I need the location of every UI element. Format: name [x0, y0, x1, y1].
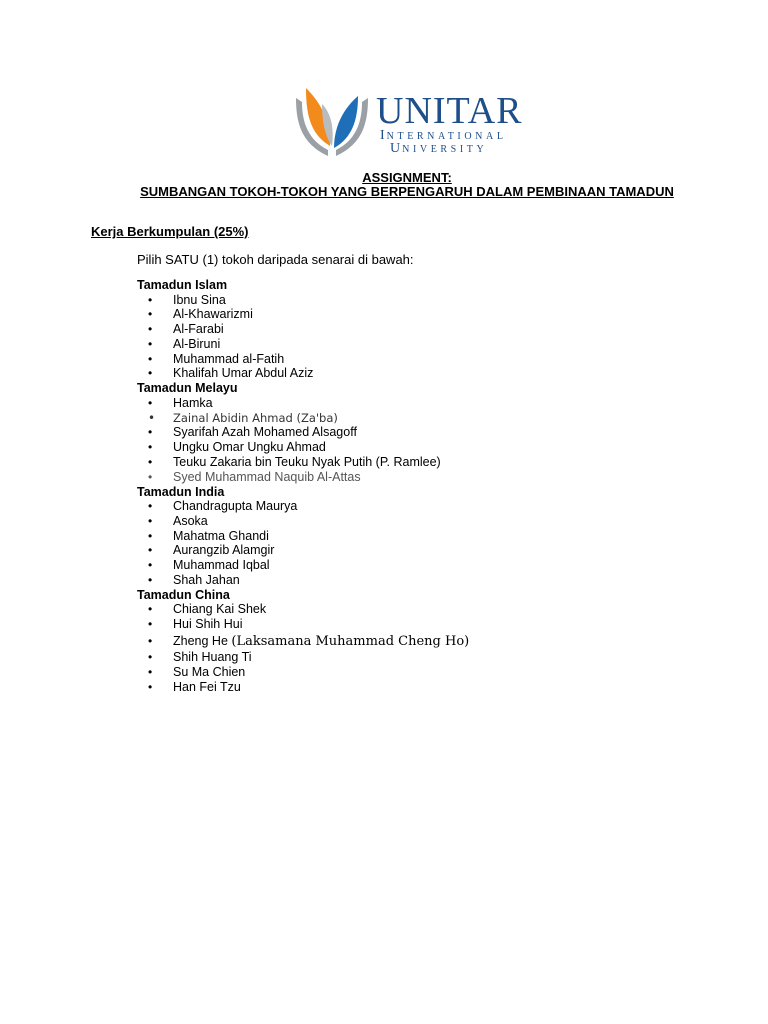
list-item: • Al-Khawarizmi — [137, 307, 697, 322]
list-item: • Muhammad al-Fatih — [137, 352, 697, 367]
figure-list — [137, 278, 697, 694]
list-item: • Ungku Omar Ungku Ahmad — [137, 440, 697, 455]
instruction-text: Pilih SATU (1) tokoh daripada senarai di bawah: — [137, 252, 414, 267]
list-item: • Syarifah Azah Mohamed Alsagoff — [137, 425, 697, 440]
list-item: • Hamka — [137, 396, 697, 411]
list-item: • Ibnu Sina — [137, 293, 697, 308]
logo-wordmark: UNITAR — [376, 90, 523, 132]
list-item: • Khalifah Umar Abdul Aziz — [137, 366, 697, 381]
list-item: • Hui Shih Hui — [137, 617, 697, 632]
list-item: • Al-Biruni — [137, 337, 697, 352]
list-item: • Shah Jahan — [137, 573, 697, 588]
list-item: • Asoka — [137, 514, 697, 529]
list-item: • Al-Farabi — [137, 322, 697, 337]
list-item: • Syed Muhammad Naquib Al-Attas — [137, 470, 697, 485]
section-label: Kerja Berkumpulan (25%) — [91, 224, 249, 239]
list-item: • Chandragupta Maurya — [137, 499, 697, 514]
list-item-name: Zheng He — [173, 633, 228, 648]
list-item: • Teuku Zakaria bin Teuku Nyak Putih (P. Ramlee) — [137, 455, 697, 470]
assignment-title: ASSIGNMENT: — [362, 170, 452, 185]
group-list-china — [137, 602, 697, 694]
group-title-islam: Tamadun Islam — [137, 278, 228, 292]
list-item: • Aurangzib Alamgir — [137, 543, 697, 558]
assignment-subtitle: SUMBANGAN TOKOH-TOKOH YANG BERPENGARUH DALAM PEMBINAAN TAMADUN — [140, 184, 674, 199]
list-item: • Chiang Kai Shek — [137, 602, 697, 617]
group-list-india — [137, 499, 697, 588]
list-item-note: (Laksamana Muhammad Cheng Ho) — [231, 633, 470, 649]
logo-subline-international: INTERNATIONAL — [380, 128, 507, 143]
list-item: • Shih Huang Ti — [137, 650, 697, 665]
group-list-islam — [137, 293, 697, 382]
list-item: • Mahatma Ghandi — [137, 529, 697, 544]
list-item — [137, 632, 697, 650]
list-item: • Han Fei Tzu — [137, 680, 697, 695]
group-title-melayu: Tamadun Melayu — [137, 381, 238, 396]
list-item: • Su Ma Chien — [137, 665, 697, 680]
group-title-india: Tamadun India — [137, 484, 225, 499]
logo-subline-university: UNIVERSITY — [390, 141, 488, 156]
list-item: • Muhammad Iqbal — [137, 558, 697, 573]
group-list-melayu — [137, 396, 697, 485]
list-item: • Zainal Abidin Ahmad (Za'ba) — [137, 411, 697, 426]
unitar-book-icon — [292, 84, 372, 160]
group-title-china: Tamadun China — [137, 587, 230, 602]
unitar-logo — [292, 84, 522, 160]
